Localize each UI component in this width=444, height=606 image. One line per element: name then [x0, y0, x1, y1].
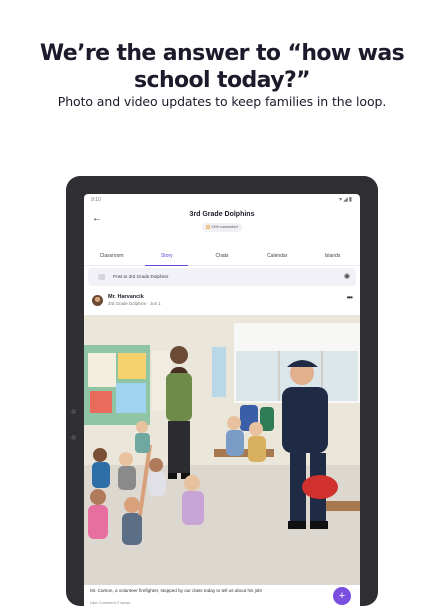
tab-classroom[interactable]: Classroom — [99, 253, 124, 259]
sensor-dot — [71, 435, 76, 440]
tab-calendar[interactable]: Calendar — [267, 253, 288, 259]
post-prompt: Post to 3rd Grade Dolphins — [113, 274, 169, 279]
post-photo[interactable] — [84, 315, 360, 585]
connected-text: 24% connected — [211, 225, 238, 229]
post-header — [88, 292, 356, 312]
add-post-button[interactable]: + — [333, 587, 351, 605]
tablet-frame — [66, 176, 378, 606]
arrow-left-icon[interactable]: ← — [92, 213, 102, 224]
connected-badge[interactable] — [202, 223, 242, 232]
tab-story[interactable]: Story — [139, 250, 194, 265]
class-shirt-icon: ▦ — [98, 272, 106, 281]
headline: We’re the answer to “how was school today?” — [39, 41, 405, 93]
post-actions[interactable]: Like Comment 2 views — [90, 600, 131, 605]
camera-dot — [71, 409, 76, 414]
tab-bar — [84, 250, 360, 266]
tab-chats[interactable]: Chats — [215, 253, 229, 259]
author-name[interactable]: Mr. Harvancik — [108, 294, 144, 300]
class-title: 3rd Grade Dolphins — [189, 211, 255, 218]
status-bar — [84, 194, 360, 206]
tablet-screen — [84, 194, 360, 606]
classroom-photo-illustration — [84, 315, 360, 585]
progress-ring-icon — [206, 225, 210, 229]
post-caption: Mr. Carson, a volunteer firefighter, stopped by our class today to tell us about his job! — [90, 588, 263, 593]
status-time: 9:10 — [91, 197, 101, 203]
avatar[interactable] — [92, 295, 103, 306]
camera-icon[interactable]: ◉ — [343, 273, 350, 280]
app-bar — [84, 206, 360, 238]
status-icons: ▾◢▮ — [339, 197, 353, 203]
more-options-icon[interactable]: ••• — [346, 293, 352, 302]
post-meta: 3rd Grade Dolphins · Jun 1 — [108, 301, 161, 306]
subheadline: Photo and video updates to keep families in the loop. — [57, 94, 387, 109]
tab-islands[interactable]: Islands — [324, 253, 341, 259]
post-composer[interactable] — [88, 268, 356, 286]
